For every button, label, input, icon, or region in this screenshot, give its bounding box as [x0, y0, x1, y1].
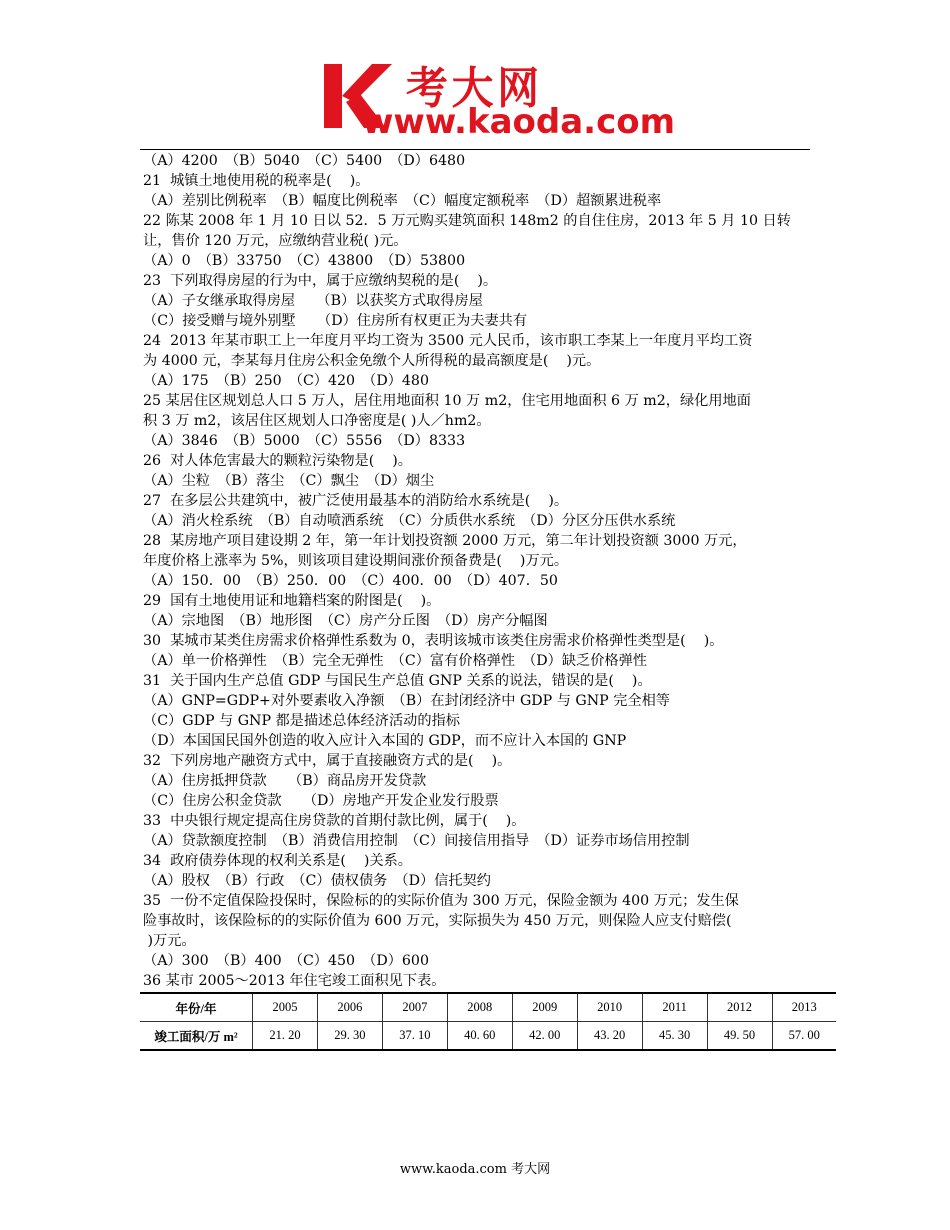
text-line: （A）4200 （B）5040 （C）5400 （D）6480 — [143, 153, 466, 169]
text-line: 28 某房地产项目建设期 2 年，第一年计划投资额 2000 万元，第二年计划投资额 3000 万元， — [143, 533, 747, 549]
text-line: 25 某居住区规划总人口 5 万人，居住用地面积 10 万 m2，住宅用地面积 6 万 m2，绿化用地面 — [143, 393, 751, 409]
question-text — [143, 151, 811, 991]
logo-title: 考大网 — [406, 63, 543, 114]
text-line: 30 某城市某类住房需求价格弹性系数为 0，表明该城市该类住房需求价格弹性类型是( )。 — [143, 633, 724, 649]
text-line: （D）本国国民国外创造的收入应计入本国的 GDP，而不应计入本国的 GNP — [143, 733, 627, 749]
text-line: 32 下列房地产融资方式中，属于直接融资方式的是( )。 — [143, 753, 512, 769]
table-cell: 29. 30 — [317, 1022, 382, 1051]
text-line: （A）住房抵押贷款 （B）商品房开发贷款 — [143, 773, 427, 789]
table-cell: 37. 10 — [382, 1022, 447, 1051]
text-line: 26 对人体危害最大的颗粒污染物是( )。 — [143, 453, 412, 469]
text-line: 23 下列取得房屋的行为中，属于应缴纳契税的是( )。 — [143, 273, 498, 289]
table-cell: 21. 20 — [253, 1022, 318, 1051]
text-line: 31 关于国内生产总值 GDP 与国民生产总值 GNP 关系的说法，错误的是( )。 — [143, 673, 652, 689]
table-row — [140, 993, 836, 1022]
table-cell: 43. 20 — [577, 1022, 642, 1051]
page-footer: www.kaoda.com 考大网 — [399, 1162, 551, 1177]
text-line: （A）175 （B）250 （C）420 （D）480 — [143, 373, 429, 389]
text-line: 27 在多层公共建筑中，被广泛使用最基本的消防给水系统是( )。 — [143, 493, 569, 509]
text-line: （A）差别比例税率 （B）幅度比例税率 （C）幅度定额税率 （D）超额累进税率 — [143, 193, 662, 209]
text-line: 积 3 万 m2，该居住区规划人口净密度是( )人／hm2。 — [143, 413, 491, 429]
row-header-area: 竣工面积/万 m² — [140, 1022, 253, 1051]
table-cell: 40. 60 — [447, 1022, 512, 1051]
text-line: 35 一份不定值保险投保时，保险标的的实际价值为 300 万元，保险金额为 400 万元；发生保 — [143, 893, 739, 909]
text-line: （A）单一价格弹性 （B）完全无弹性 （C）富有价格弹性 （D）缺乏价格弹性 — [143, 653, 647, 669]
table-cell: 45. 30 — [642, 1022, 707, 1051]
table-cell: 2009 — [512, 993, 577, 1022]
text-line: （C）GDP 与 GNP 都是描述总体经济活动的指标 — [143, 713, 460, 729]
text-line: （A）0 （B）33750 （C）43800 （D）53800 — [143, 253, 466, 269]
table-cell: 2011 — [642, 993, 707, 1022]
text-line: （C）住房公积金贷款 （D）房地产开发企业发行股票 — [143, 793, 499, 809]
text-line: 年度价格上涨率为 5%，则该项目建设期间涨价预备费是( )万元。 — [143, 553, 569, 569]
text-line: （A）尘粒 （B）落尘 （C）飘尘 （D）烟尘 — [143, 473, 435, 489]
text-line: （A）GNP=GDP+对外要素收入净额 （B）在封闭经济中 GDP 与 GNP 完全相等 — [143, 693, 670, 709]
text-line: 为 4000 元，李某每月住房公积金免缴个人所得税的最高额度是( )元。 — [143, 353, 601, 369]
text-line: 险事故时，该保险标的的实际价值为 600 万元，实际损失为 450 万元，则保险人应支付赔偿( — [143, 913, 732, 929]
text-line: （A）宗地图 （B）地形图 （C）房产分丘图 （D）房产分幅图 — [143, 613, 548, 629]
text-line: （A）150．00 （B）250．00 （C）400．00 （D）407．50 — [143, 573, 558, 589]
table-cell: 2006 — [317, 993, 382, 1022]
table-row — [140, 1022, 836, 1051]
table-cell: 2005 — [253, 993, 318, 1022]
text-line: （A）贷款额度控制 （B）消费信用控制 （C）间接信用指导 （D）证券市场信用控制 — [143, 833, 690, 849]
text-line: （A）股权 （B）行政 （C）债权债务 （D）信托契约 — [143, 873, 491, 889]
header-rule — [140, 149, 810, 150]
text-line: （A）子女继承取得房屋 （B）以获奖方式取得房屋 — [143, 293, 483, 309]
row-header-year: 年份/年 — [140, 993, 253, 1022]
text-line: 33 中央银行规定提高住房贷款的首期付款比例，属于( )。 — [143, 813, 526, 829]
text-line: （A）3846 （B）5000 （C）5556 （D）8333 — [143, 433, 466, 449]
table-cell: 49. 50 — [707, 1022, 772, 1051]
data-table — [140, 992, 836, 1051]
text-line: （C）接受赠与境外别墅 （D）住房所有权更正为夫妻共有 — [143, 313, 528, 329]
text-line: （A）300 （B）400 （C）450 （D）600 — [143, 953, 429, 969]
text-line: )万元。 — [143, 933, 196, 949]
logo-url: www.kaoda.com — [362, 102, 676, 142]
kaoda-logo — [320, 58, 676, 148]
text-line: 36 某市 2005～2013 年住宅竣工面积见下表。 — [143, 973, 446, 989]
text-line: 22 陈某 2008 年 1 月 10 日以 52．5 万元购买建筑面积 148m2 的自住住房，2013 年 5 月 10 日转 — [143, 213, 791, 229]
table-cell: 57. 00 — [772, 1022, 836, 1051]
text-line: （A）消火栓系统 （B）自动喷洒系统 （C）分质供水系统 （D）分区分压供水系统 — [143, 513, 676, 529]
table-cell: 2012 — [707, 993, 772, 1022]
table-cell: 42. 00 — [512, 1022, 577, 1051]
completion-area-table — [140, 992, 836, 1051]
text-line: 34 政府债券体现的权利关系是( )关系。 — [143, 853, 412, 869]
text-line: 让，售价 120 万元，应缴纳营业税( )元。 — [143, 233, 408, 249]
table-cell: 2010 — [577, 993, 642, 1022]
table-cell: 2013 — [772, 993, 836, 1022]
text-line: 21 城镇土地使用税的税率是( )。 — [143, 173, 370, 189]
table-cell: 2007 — [382, 993, 447, 1022]
text-line: 24 2013 年某市职工上一年度月平均工资为 3500 元人民币，该市职工李某上一年度月平均工资 — [143, 333, 753, 349]
table-cell: 2008 — [447, 993, 512, 1022]
text-line: 29 国有土地使用证和地籍档案的附图是( )。 — [143, 593, 441, 609]
